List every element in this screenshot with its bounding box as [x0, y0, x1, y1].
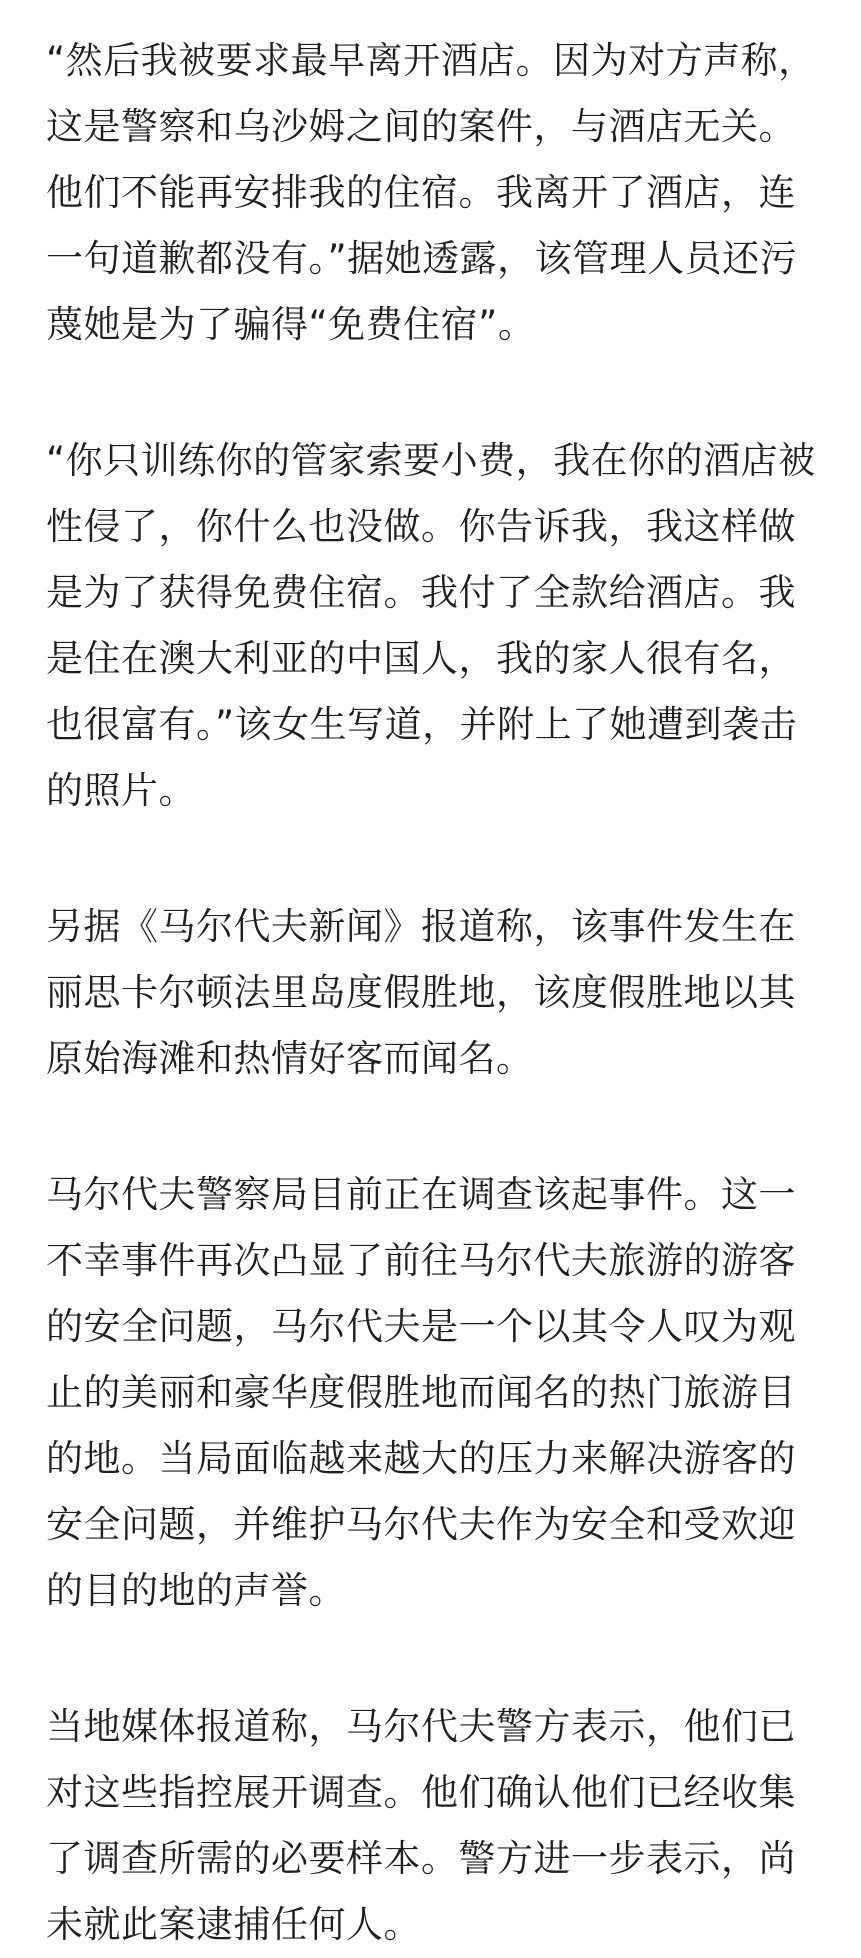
- paragraph-line: 的目的地的声誉。: [46, 1569, 346, 1612]
- paragraph-line: 对这些指控展开调查。他们确认他们已经收集: [46, 1771, 796, 1814]
- paragraph-police-investigation: [46, 1162, 823, 1624]
- paragraph-line: 了调查所需的必要样本。警方进一步表示，尚: [46, 1837, 796, 1880]
- paragraph-line: 另据《马尔代夫新闻》报道称，该事件发生在: [46, 905, 796, 948]
- paragraph-line: 是为了获得免费住宿。我付了全款给酒店。我: [46, 571, 796, 614]
- paragraph-line: “你只训练你的管家索要小费，我在你的酒店被: [46, 439, 816, 482]
- paragraph-line: 丽思卡尔顿法里岛度假胜地，该度假胜地以其: [46, 971, 796, 1014]
- paragraph-line: 的照片。: [46, 769, 196, 812]
- paragraph-line: 蔑她是为了骗得“免费住宿”。: [46, 303, 536, 346]
- paragraph-line: 当地媒体报道称，马尔代夫警方表示，他们已: [46, 1705, 796, 1748]
- paragraph-victim-quote: [46, 428, 823, 824]
- paragraph-line: 这是警察和乌沙姆之间的案件，与酒店无关。: [46, 105, 796, 148]
- paragraph-line: 的安全问题，马尔代夫是一个以其令人叹为观: [46, 1305, 796, 1348]
- paragraph-line: 马尔代夫警察局目前正在调查该起事件。这一: [46, 1173, 796, 1216]
- paragraph-line: 止的美丽和豪华度假胜地而闻名的热门旅游目: [46, 1371, 796, 1414]
- paragraph-line: 是住在澳大利亚的中国人，我的家人很有名，: [46, 637, 796, 680]
- paragraph-line: “然后我被要求最早离开酒店。因为对方声称，: [46, 39, 816, 82]
- paragraph-line: 未就此案逮捕任何人。: [46, 1903, 421, 1946]
- paragraph-line: 安全问题，并维护马尔代夫作为安全和受欢迎: [46, 1503, 796, 1546]
- paragraph-line: 性侵了，你什么也没做。你告诉我，我这样做: [46, 505, 796, 548]
- paragraph-maldives-news: [46, 894, 823, 1092]
- paragraph-line: 也很富有。”该女生写道，并附上了她遭到袭击: [46, 703, 798, 746]
- paragraph-local-media: [46, 1694, 823, 1958]
- paragraph-line: 他们不能再安排我的住宿。我离开了酒店，连: [46, 171, 796, 214]
- paragraph-line: 的地。当局面临越来越大的压力来解决游客的: [46, 1437, 796, 1480]
- paragraph-line: 一句道歉都没有。”据她透露，该管理人员还污: [46, 237, 798, 280]
- paragraph-line: 不幸事件再次凸显了前往马尔代夫旅游的游客: [46, 1239, 796, 1282]
- paragraph-line: 原始海滩和热情好客而闻名。: [46, 1037, 534, 1080]
- paragraph-hotel-departure: [46, 28, 823, 358]
